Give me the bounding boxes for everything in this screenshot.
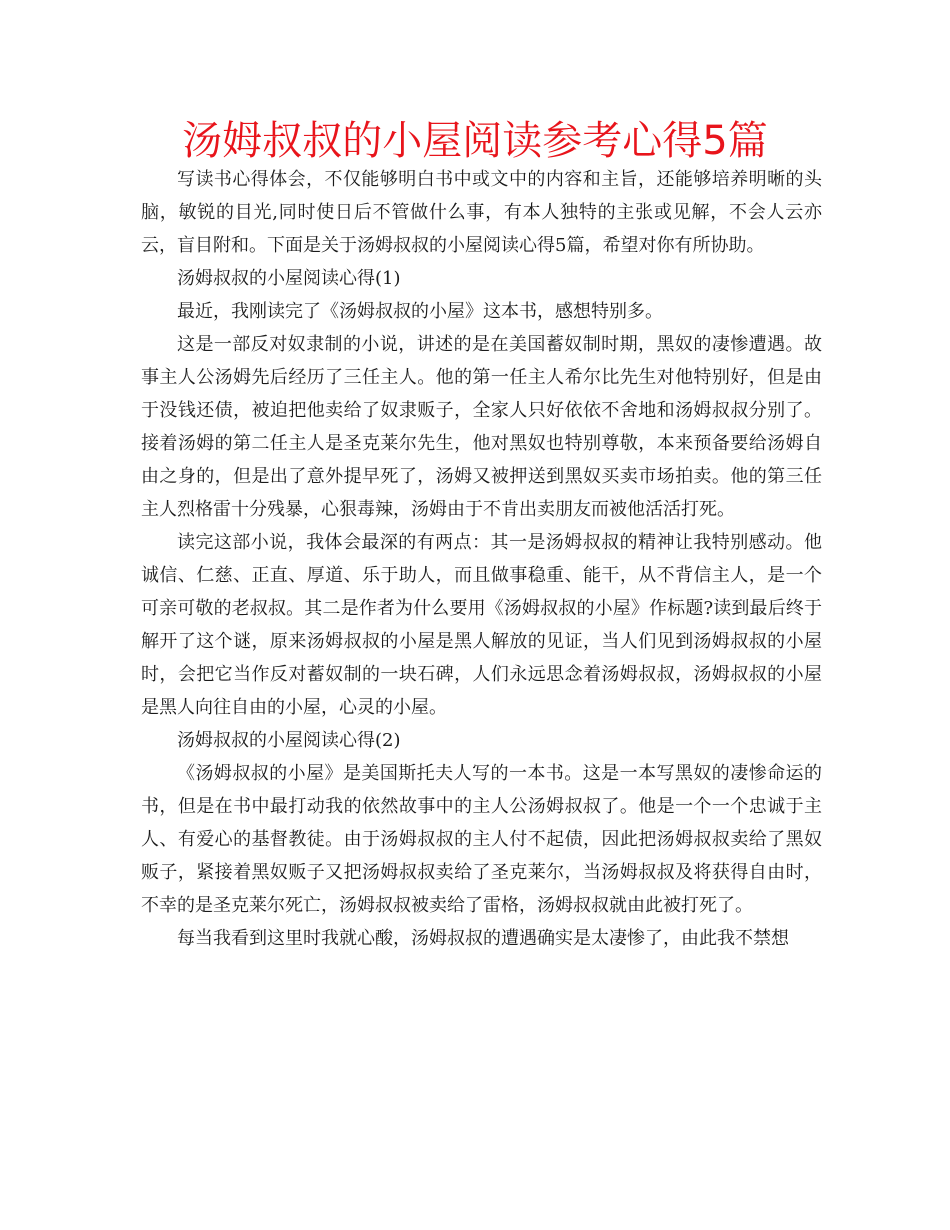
document-body (141, 163, 822, 955)
paragraph: 每当我看到这里时我就心酸，汤姆叔叔的遭遇确实是太凄惨了，由此我不禁想 (177, 928, 789, 949)
section-heading-1: 汤姆叔叔的小屋阅读心得(1) (177, 268, 401, 289)
section-heading-2: 汤姆叔叔的小屋阅读心得(2) (177, 730, 401, 751)
paragraph-intro: 写读书心得体会，不仅能够明白书中或文中的内容和主旨，还能够培养明晰的头脑，敏锐的目光,同时使日后不管做什么事，有本人独特的主张或见解，不会人云亦云，盲目附和。下面是关于汤姆叔叔的小屋阅读心得5篇，希望对你有所协助。 (141, 169, 822, 256)
paragraph: 读完这部小说，我体会最深的有两点：其一是汤姆叔叔的精神让我特别感动。他诚信、仁慈、正直、厚道、乐于助人，而且做事稳重、能干，从不背信主人，是一个可亲可敬的老叔叔。其二是作者为什么要用《汤姆叔叔的小屋》作标题?读到最后终于解开了这个谜，原来汤姆叔叔的小屋是黑人解放的见证，当人们见到汤姆叔叔的小屋时，会把它当作反对蓄奴制的一块石碑，人们永远思念着汤姆叔叔，汤姆叔叔的小屋是黑人向往自由的小屋，心灵的小屋。 (141, 532, 822, 718)
paragraph: 《汤姆叔叔的小屋》是美国斯托夫人写的一本书。这是一本写黑奴的凄惨命运的书，但是在书中最打动我的依然故事中的主人公汤姆叔叔了。他是一个一个忠诚于主人、有爱心的基督教徒。由于汤姆叔叔的主人付不起债，因此把汤姆叔叔卖给了黑奴贩子，紧接着黑奴贩子又把汤姆叔叔卖给了圣克莱尔，当汤姆叔叔及将获得自由时，不幸的是圣克莱尔死亡，汤姆叔叔被卖给了雷格，汤姆叔叔就由此被打死了。 (141, 763, 822, 916)
document-title: 汤姆叔叔的小屋阅读参考心得5篇 (182, 118, 768, 164)
paragraph: 这是一部反对奴隶制的小说，讲述的是在美国蓄奴制时期，黑奴的凄惨遭遇。故事主人公汤姆先后经历了三任主人。他的第一任主人希尔比先生对他特别好，但是由于没钱还债，被迫把他卖给了奴隶贩子，全家人只好依依不舍地和汤姆叔叔分别了。接着汤姆的第二任主人是圣克莱尔先生，他对黑奴也特别尊敬，本来预备要给汤姆自由之身的，但是出了意外提早死了，汤姆又被押送到黑奴买卖市场拍卖。他的第三任主人烈格雷十分残暴，心狠毒辣，汤姆由于不肯出卖朋友而被他活活打死。 (141, 334, 822, 520)
paragraph: 最近，我刚读完了《汤姆叔叔的小屋》这本书，感想特别多。 (177, 301, 663, 322)
